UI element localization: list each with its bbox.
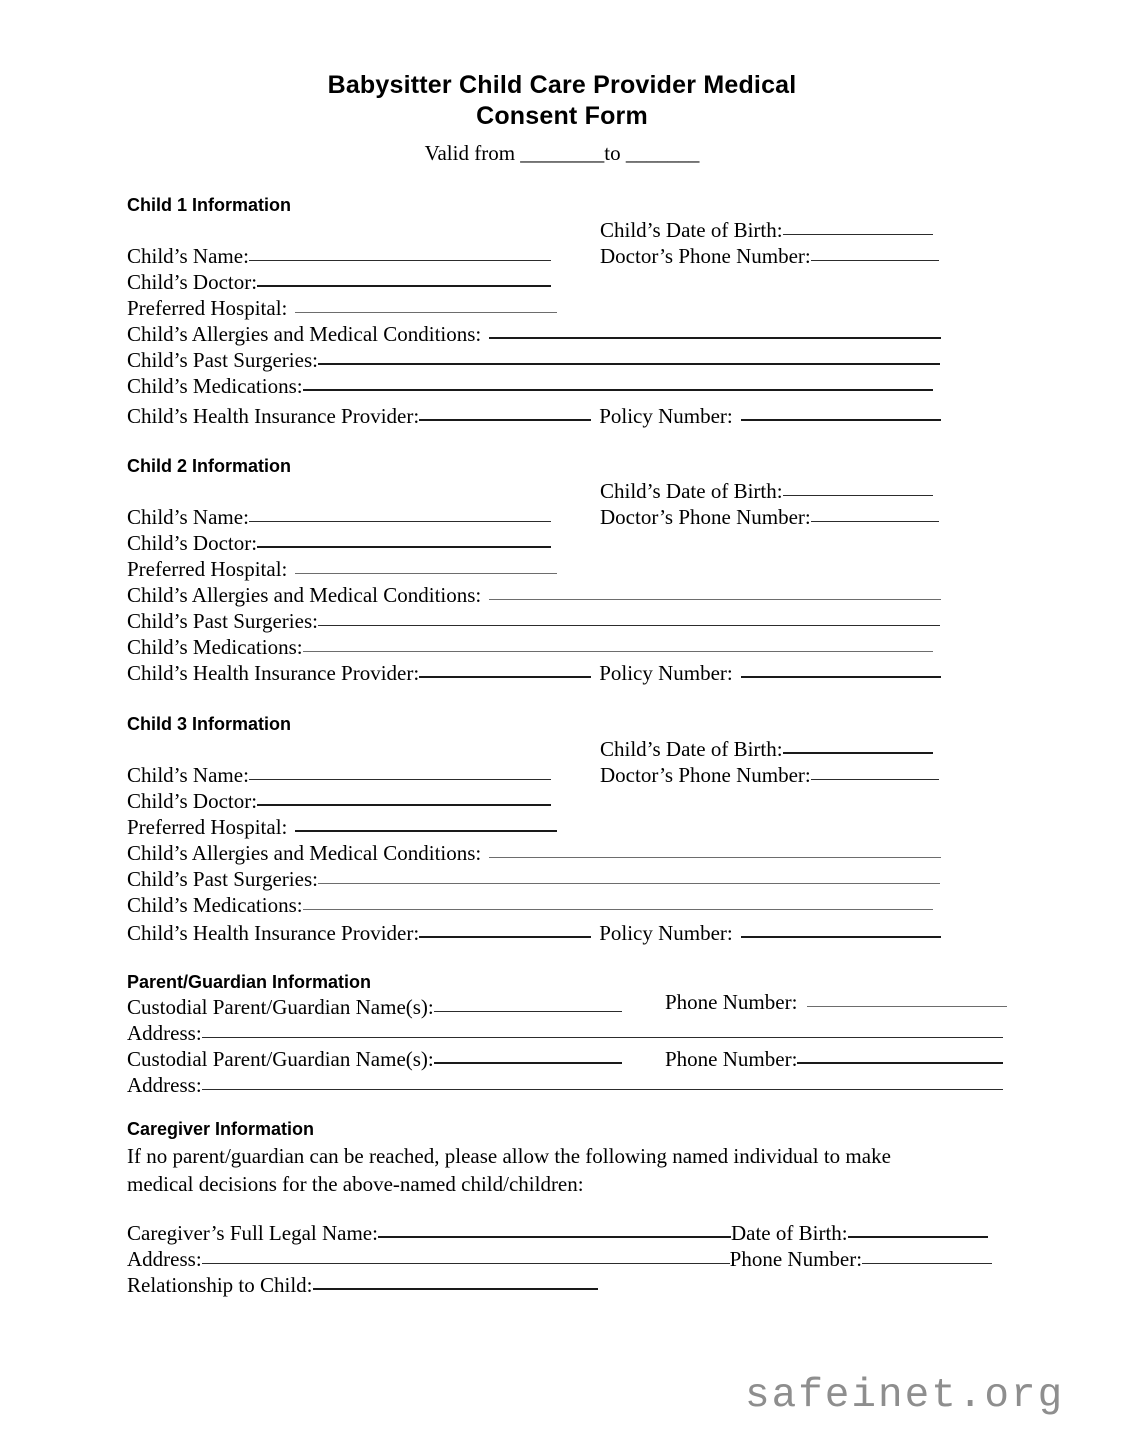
child-1-doctor-phone-field[interactable] [811,260,939,261]
caregiver-address-row [127,1247,992,1271]
caregiver-name-field[interactable] [378,1236,731,1238]
child-2-allergies-row [127,583,941,607]
child-2-hospital-label: Preferred Hospital: [127,557,288,581]
section-heading-child-1: Child 1 Information [127,195,291,215]
watermark-safeinet: safeinet.org [745,1373,1065,1419]
parent-1-name-row [127,995,622,1019]
caregiver-relationship-row [127,1273,598,1297]
child-3-dob-row [600,737,933,761]
child-2-medications-row [127,635,933,659]
child-3-name-label: Child’s Name: [127,763,249,787]
child-1-doctor-label: Child’s Doctor: [127,270,258,294]
parent-2-address-row [127,1073,1003,1097]
section-heading-child-3: Child 3 Information [127,714,291,734]
child-1-surgeries-label: Child’s Past Surgeries: [127,348,318,372]
child-2-name-field[interactable] [249,521,551,522]
parent-1-address-row [127,1021,1003,1045]
child-2-policy-label: Policy Number: [599,661,733,685]
child-3-dob-field[interactable] [783,752,933,754]
child-3-doctor-row [127,789,551,813]
parent-1-phone-field[interactable] [807,1006,1007,1007]
child-3-surgeries-field[interactable] [318,883,940,884]
child-3-dob-label: Child’s Date of Birth: [600,737,783,761]
child-1-hospital-field[interactable] [295,312,557,313]
parent-1-address-label: Address: [127,1021,202,1045]
child-2-doctor-row [127,531,551,555]
child-3-hospital-label: Preferred Hospital: [127,815,288,839]
child-1-doctor-field[interactable] [257,285,551,287]
caregiver-intro-text: If no parent/guardian can be reached, please allow the following named individual to make medical decisions for the above-named child/children: [127,1144,891,1196]
parent-2-phone-label: Phone Number: [665,1047,798,1071]
child-2-dob-field[interactable] [783,495,933,496]
parent-1-address-field[interactable] [202,1037,1003,1038]
child-3-insurance-label: Child’s Health Insurance Provider: [127,921,420,945]
child-2-hospital-row [127,557,557,581]
child-3-policy-label: Policy Number: [599,921,733,945]
parent-2-address-label: Address: [127,1073,202,1097]
parent-2-name-row [127,1047,622,1071]
child-1-medications-label: Child’s Medications: [127,374,303,398]
child-3-allergies-field[interactable] [489,857,941,858]
child-2-doctor-phone-row [600,505,939,529]
child-1-surgeries-field[interactable] [318,363,940,365]
child-1-medications-field[interactable] [303,389,933,391]
child-1-hospital-label: Preferred Hospital: [127,296,288,320]
title-line-1: Babysitter Child Care Provider Medical [327,71,797,99]
section-heading-parent-guardian: Parent/Guardian Information [127,972,372,992]
parent-2-name-field[interactable] [434,1062,622,1064]
child-1-doctor-row [127,270,551,294]
child-3-medications-label: Child’s Medications: [127,893,303,917]
child-2-insurance-field[interactable] [419,676,591,678]
child-1-doctor-phone-label: Doctor’s Phone Number: [600,244,811,268]
caregiver-phone-field[interactable] [862,1263,992,1264]
section-heading-child-2: Child 2 Information [127,456,291,476]
child-3-hospital-field[interactable] [295,830,557,832]
child-3-doctor-field[interactable] [257,804,551,806]
caregiver-dob-label: Date of Birth: [730,1221,848,1245]
parent-2-address-field[interactable] [202,1089,1003,1090]
parent-2-phone-field[interactable] [797,1062,1003,1064]
child-3-allergies-label: Child’s Allergies and Medical Conditions: [127,841,482,865]
child-1-doctor-phone-row [600,244,939,268]
child-3-name-row [127,763,551,787]
child-3-allergies-row [127,841,941,865]
child-3-medications-row [127,893,933,917]
child-1-policy-field[interactable] [741,419,941,421]
child-2-dob-label: Child’s Date of Birth: [600,479,783,503]
child-1-allergies-field[interactable] [489,337,941,339]
child-3-doctor-phone-field[interactable] [811,779,939,780]
child-3-doctor-phone-row [600,763,939,787]
child-3-doctor-phone-label: Doctor’s Phone Number: [600,763,811,787]
caregiver-phone-label: Phone Number: [729,1247,863,1271]
child-3-hospital-row [127,815,557,839]
child-1-insurance-row [127,404,941,428]
child-2-surgeries-field[interactable] [318,625,940,626]
child-1-name-label: Child’s Name: [127,244,249,268]
child-2-hospital-field[interactable] [295,573,557,574]
page-title [0,70,1124,132]
child-1-allergies-row [127,322,941,346]
child-1-insurance-label: Child’s Health Insurance Provider: [127,404,420,428]
parent-2-name-label: Custodial Parent/Guardian Name(s): [127,1047,434,1071]
child-3-insurance-field[interactable] [419,936,591,938]
child-2-surgeries-label: Child’s Past Surgeries: [127,609,318,633]
child-2-name-row [127,505,551,529]
child-1-surgeries-row [127,348,940,372]
child-1-dob-row [600,218,933,242]
parent-1-phone-row [665,990,1007,1014]
child-2-doctor-phone-field[interactable] [811,521,939,522]
title-line-2: Consent Form [476,102,648,130]
child-2-allergies-field[interactable] [489,599,941,600]
child-1-name-field[interactable] [249,260,551,261]
child-2-medications-field[interactable] [303,651,933,652]
caregiver-address-label: Address: [127,1247,202,1271]
caregiver-address-field[interactable] [202,1263,730,1264]
child-2-policy-field[interactable] [741,676,941,678]
child-1-name-row [127,244,551,268]
child-1-hospital-row [127,296,557,320]
valid-from-line: Valid from ________to _______ [424,141,700,165]
parent-1-phone-label: Phone Number: [665,990,798,1014]
child-3-doctor-label: Child’s Doctor: [127,789,258,813]
child-3-surgeries-row [127,867,940,891]
child-1-allergies-label: Child’s Allergies and Medical Conditions: [127,322,482,346]
child-2-dob-row [600,479,933,503]
child-3-name-field[interactable] [249,779,551,780]
parent-1-name-label: Custodial Parent/Guardian Name(s): [127,995,434,1019]
child-2-doctor-field[interactable] [257,546,551,548]
child-2-medications-label: Child’s Medications: [127,635,303,659]
child-3-policy-field[interactable] [741,936,941,938]
child-2-doctor-phone-label: Doctor’s Phone Number: [600,505,811,529]
child-2-insurance-label: Child’s Health Insurance Provider: [127,661,420,685]
caregiver-relationship-field[interactable] [313,1288,598,1290]
child-1-insurance-field[interactable] [419,419,591,421]
parent-1-name-field[interactable] [434,1011,622,1012]
caregiver-name-label: Caregiver’s Full Legal Name: [127,1221,378,1245]
child-1-dob-label: Child’s Date of Birth: [600,218,783,242]
child-1-policy-label: Policy Number: [599,404,733,428]
caregiver-name-row [127,1221,988,1245]
child-1-dob-field[interactable] [783,234,933,235]
child-2-name-label: Child’s Name: [127,505,249,529]
caregiver-relationship-label: Relationship to Child: [127,1273,313,1297]
caregiver-dob-field[interactable] [848,1236,988,1238]
child-2-doctor-label: Child’s Doctor: [127,531,258,555]
child-2-surgeries-row [127,609,940,633]
section-heading-caregiver: Caregiver Information [127,1119,315,1139]
child-3-surgeries-label: Child’s Past Surgeries: [127,867,318,891]
child-3-insurance-row [127,921,941,945]
child-3-medications-field[interactable] [303,909,933,910]
parent-2-phone-row [665,1047,1003,1071]
child-2-allergies-label: Child’s Allergies and Medical Conditions: [127,583,482,607]
child-2-insurance-row [127,661,941,685]
child-1-medications-row [127,374,933,398]
